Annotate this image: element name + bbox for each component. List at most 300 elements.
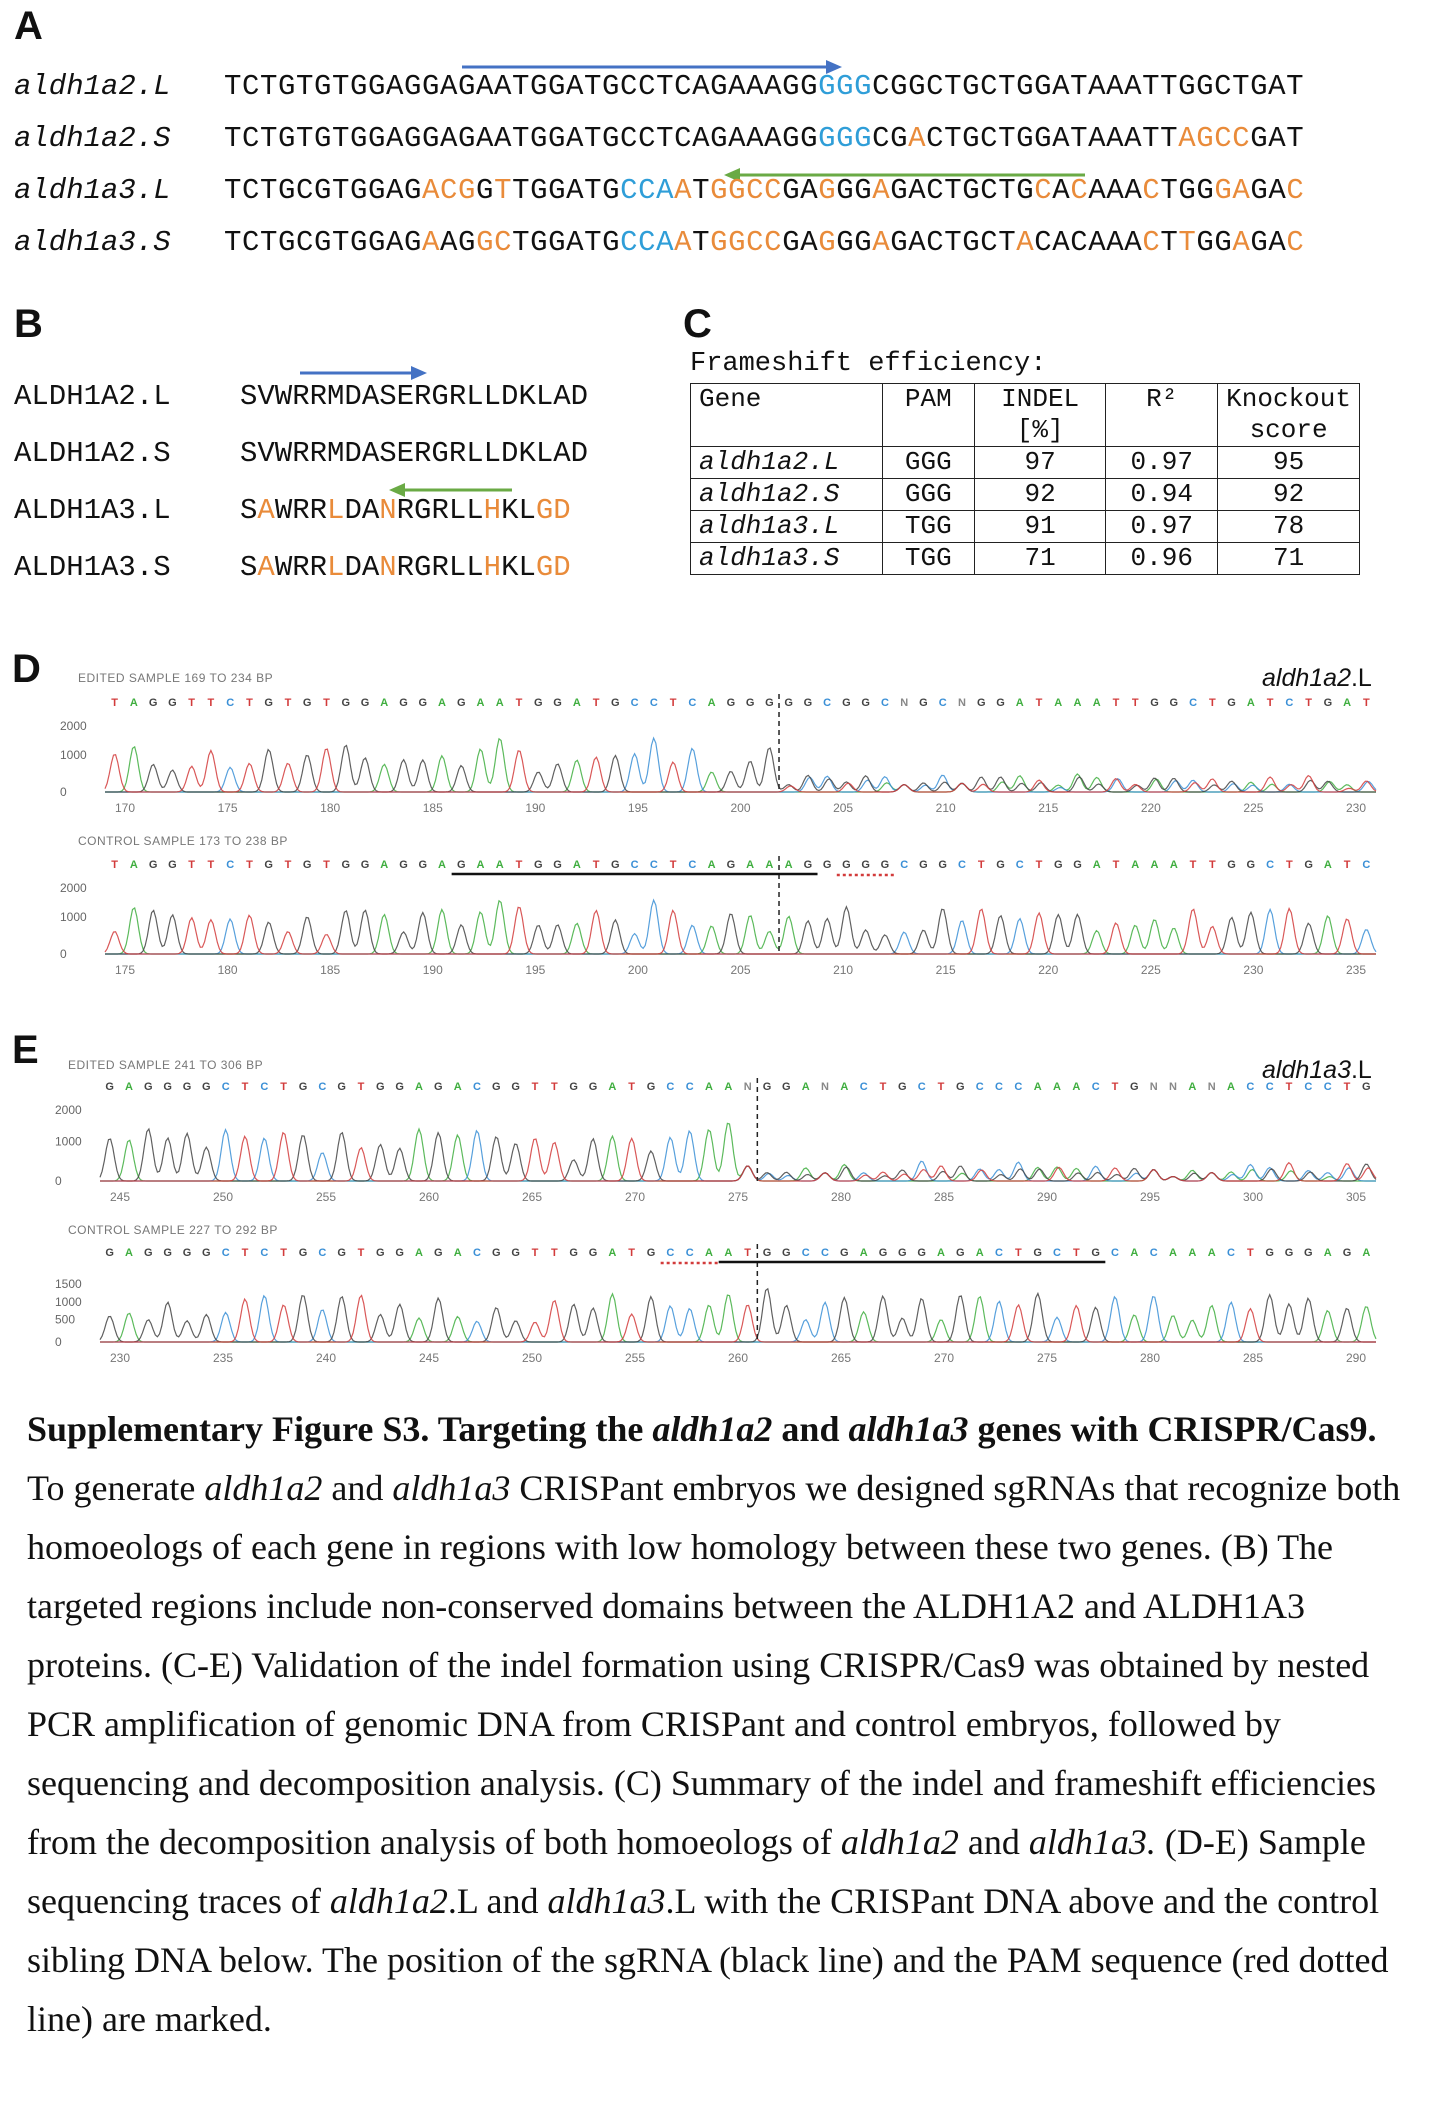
panel-d-letter: D — [12, 647, 41, 691]
x-tick-label: 290 — [1036, 1190, 1058, 1204]
base-call: C — [221, 1247, 230, 1259]
base-call: G — [840, 1247, 849, 1259]
base-call: G — [956, 1081, 965, 1093]
panel-d-control-trace — [60, 852, 1380, 982]
base-call: C — [685, 1247, 694, 1259]
sequence-segment: WRR — [274, 551, 328, 584]
sequence-segment: GA — [782, 226, 819, 259]
base-call: A — [438, 697, 446, 709]
protein-sequence — [240, 437, 588, 470]
x-tick-label: 295 — [1139, 1190, 1161, 1204]
base-call: A — [724, 1247, 733, 1259]
base-call: C — [1362, 859, 1371, 871]
sequence-segment: C — [1070, 174, 1089, 207]
base-call: C — [1266, 859, 1275, 871]
base-call: T — [1343, 859, 1351, 871]
base-call: G — [1091, 1247, 1100, 1259]
base-call: T — [188, 859, 196, 871]
base-call: N — [900, 697, 909, 709]
base-call: A — [784, 859, 793, 871]
caption-title — [27, 1409, 1377, 1449]
base-call: G — [1033, 1247, 1042, 1259]
x-tick-label: 265 — [830, 1351, 852, 1365]
x-tick-label: 205 — [730, 963, 751, 977]
base-call: A — [453, 1081, 462, 1093]
header-indel-line2: [%] — [1016, 415, 1064, 445]
base-call: A — [975, 1247, 984, 1259]
base-call: C — [318, 1247, 327, 1259]
sequence-segment: GGG — [818, 122, 873, 155]
sequence-segment: GAT — [1250, 122, 1305, 155]
knockout-cell: 95 — [1218, 447, 1360, 479]
base-call: G — [168, 859, 177, 871]
base-call: G — [956, 1247, 965, 1259]
base-call: G — [534, 697, 543, 709]
sequence-segment: S — [240, 551, 258, 584]
base-call: C — [801, 1247, 810, 1259]
x-tick-label: 255 — [624, 1351, 646, 1365]
base-call: A — [1054, 697, 1063, 709]
sequence-segment: A — [1016, 226, 1035, 259]
knockout-cell: 92 — [1218, 479, 1360, 511]
sequence-segment: RGRLL — [396, 551, 484, 584]
protein-sequence — [240, 551, 571, 584]
base-call: A — [746, 859, 755, 871]
table-row — [691, 447, 1360, 479]
sequence-segment: C — [1034, 174, 1053, 207]
y-tick-label: 2000 — [55, 1103, 82, 1117]
base-call: G — [511, 1247, 520, 1259]
base-call: G — [298, 1081, 308, 1093]
base-call: G — [726, 859, 736, 871]
panel-d-gene-label — [1262, 664, 1372, 693]
nucleotide-sequence — [224, 70, 1304, 103]
base-call: T — [669, 859, 677, 871]
base-call: A — [1150, 859, 1159, 871]
sequence-segment: G — [476, 174, 495, 207]
base-call: T — [284, 859, 292, 871]
base-call: T — [207, 697, 215, 709]
header-r2: R² — [1106, 384, 1218, 447]
base-call: G — [1130, 1081, 1139, 1093]
base-call: G — [765, 697, 774, 709]
base-call: C — [221, 1081, 230, 1093]
base-call: G — [784, 697, 793, 709]
base-call: T — [550, 1081, 558, 1093]
gene-cell: aldh1a3.L — [691, 511, 883, 543]
x-tick-label: 260 — [418, 1190, 440, 1204]
base-call: G — [1323, 697, 1333, 709]
base-call: G — [337, 1081, 346, 1093]
header-knockout-line2: score — [1249, 415, 1328, 445]
y-tick-label: 0 — [55, 1335, 62, 1349]
base-call: T — [1035, 697, 1043, 709]
base-call: G — [842, 697, 851, 709]
sequence-name: aldh1a2.L — [14, 70, 171, 103]
sequence-segment: GC — [476, 226, 513, 259]
panel-c-letter: C — [683, 302, 712, 346]
base-call: A — [1188, 1247, 1197, 1259]
base-call: C — [1189, 697, 1198, 709]
sequence-segment: A — [257, 551, 275, 584]
caption-gene: aldh1a2 — [840, 1822, 959, 1862]
base-call: G — [418, 697, 428, 709]
sequence-segment: AAA — [1088, 174, 1143, 207]
sequence-segment: C — [1142, 174, 1161, 207]
sequence-segment: GA — [1214, 174, 1251, 207]
base-call: T — [1246, 1247, 1254, 1259]
base-call: G — [1265, 1247, 1274, 1259]
chromatogram-svg — [55, 1074, 1380, 1209]
base-call: A — [1362, 1247, 1371, 1259]
base-call: T — [669, 697, 677, 709]
base-call: A — [859, 1247, 868, 1259]
base-call: A — [707, 697, 716, 709]
base-call: A — [1053, 1081, 1061, 1093]
base-call: G — [434, 1247, 443, 1259]
base-call: A — [1343, 697, 1352, 709]
base-call: A — [765, 859, 774, 871]
y-tick-label: 1000 — [60, 910, 87, 924]
x-tick-label: 270 — [933, 1351, 955, 1365]
sequence-segment: G — [818, 226, 837, 259]
base-call: T — [550, 1247, 558, 1259]
caption-gene: aldh1a2 — [329, 1881, 448, 1921]
base-call: G — [148, 697, 158, 709]
base-call: N — [743, 1081, 752, 1093]
caption-gene: aldh1a3 — [547, 1881, 666, 1921]
base-call: T — [241, 1081, 249, 1093]
base-call: T — [744, 1247, 752, 1259]
base-call: G — [782, 1247, 791, 1259]
base-call: T — [515, 859, 523, 871]
sequence-segment: GD — [535, 494, 571, 527]
base-call: A — [1131, 859, 1140, 871]
base-call: N — [821, 1081, 829, 1093]
x-tick-label: 190 — [525, 801, 546, 815]
caption-title-gene: aldh1a3 — [848, 1409, 969, 1449]
sequence-segment: GACTGCTG — [890, 174, 1035, 207]
base-call: G — [745, 697, 755, 709]
panel-e-edited-trace — [55, 1074, 1380, 1209]
sequence-segment: N — [379, 494, 397, 527]
x-tick-label: 240 — [315, 1351, 337, 1365]
sequence-segment: A — [872, 226, 891, 259]
base-call: G — [803, 697, 813, 709]
base-call: C — [975, 1081, 984, 1093]
x-tick-label: 225 — [1243, 801, 1264, 815]
base-call: A — [1169, 1247, 1177, 1259]
r2-cell: 0.97 — [1106, 447, 1218, 479]
sequence-segment: A — [674, 174, 693, 207]
base-call: T — [628, 1247, 636, 1259]
base-call: A — [1092, 697, 1101, 709]
base-call: A — [125, 1247, 133, 1259]
y-tick-label: 0 — [55, 1174, 62, 1188]
y-tick-label: 2000 — [60, 719, 87, 733]
base-call: G — [919, 859, 928, 871]
base-call: A — [1188, 1081, 1197, 1093]
base-call: A — [380, 859, 389, 871]
base-call: C — [1285, 697, 1294, 709]
base-call: G — [726, 697, 736, 709]
base-call: G — [168, 697, 177, 709]
sgrna-arrowhead-aldh1a2-protein — [411, 366, 427, 380]
base-call: G — [163, 1081, 172, 1093]
sequence-segment: CCA — [620, 226, 675, 259]
sequence-segment: GACTGCT — [890, 226, 1017, 259]
base-call: C — [685, 1081, 694, 1093]
caption-gene: aldh1a3. — [1028, 1822, 1156, 1862]
base-call: A — [1246, 697, 1255, 709]
sequence-segment: SVWRRMDASERGRLLDKLAD — [240, 380, 589, 413]
panel-e-gene-suffix: .L — [1350, 1056, 1372, 1084]
base-call: G — [878, 1247, 888, 1259]
base-call: G — [553, 859, 562, 871]
base-call: G — [762, 1081, 772, 1093]
sequence-segment: KL — [501, 551, 536, 584]
sequence-segment: CTGCTGGATAAATT — [926, 122, 1179, 155]
sequence-segment: A — [908, 122, 927, 155]
knockout-cell: 78 — [1218, 511, 1360, 543]
y-tick-label: 500 — [55, 1312, 76, 1327]
x-tick-label: 200 — [627, 963, 648, 977]
base-call: T — [1285, 1081, 1293, 1093]
sequence-segment: T — [494, 174, 513, 207]
base-call: C — [1246, 1081, 1255, 1093]
base-call: T — [592, 697, 600, 709]
y-tick-label: 1000 — [60, 748, 87, 762]
sequence-segment: SVWRRMDASERGRLLDKLAD — [240, 437, 589, 470]
base-call: N — [957, 697, 966, 709]
base-call: N — [1149, 1081, 1158, 1093]
protein-row — [14, 494, 571, 527]
base-call: C — [473, 1081, 481, 1093]
base-call: C — [260, 1081, 269, 1093]
base-call: T — [188, 697, 196, 709]
base-call: G — [611, 697, 620, 709]
base-call: G — [842, 859, 851, 871]
y-tick-label: 1500 — [55, 1277, 82, 1291]
chromatogram-svg — [60, 690, 1380, 820]
x-tick-label: 225 — [1140, 963, 1161, 977]
x-tick-label: 285 — [933, 1190, 955, 1204]
x-tick-label: 245 — [418, 1351, 440, 1365]
base-call: C — [473, 1247, 481, 1259]
base-call: G — [202, 1081, 211, 1093]
sequence-segment: GD — [535, 551, 571, 584]
base-call: A — [129, 697, 138, 709]
base-call: G — [803, 859, 813, 871]
base-call: G — [395, 1081, 404, 1093]
base-call: C — [938, 697, 947, 709]
efficiency-table — [690, 383, 1360, 575]
protein-name: ALDH1A2.L — [14, 380, 171, 413]
base-call: G — [456, 859, 466, 871]
base-call: C — [649, 697, 658, 709]
nucleotide-sequence — [224, 174, 1304, 207]
base-call: A — [1073, 697, 1082, 709]
base-call: C — [1111, 1247, 1119, 1259]
nucleotide-sequence — [224, 122, 1304, 155]
base-call: G — [1169, 697, 1179, 709]
sequence-segment: RGRLL — [396, 494, 484, 527]
nucleotide-sequence — [224, 226, 1304, 259]
base-call: G — [611, 859, 620, 871]
base-call: G — [1342, 1247, 1352, 1259]
sequence-segment: GA — [782, 174, 819, 207]
base-call: C — [1014, 1081, 1023, 1093]
base-call: C — [1053, 1247, 1061, 1259]
x-tick-label: 305 — [1345, 1190, 1367, 1204]
base-call: T — [280, 1081, 288, 1093]
sequence-segment: A — [257, 494, 275, 527]
x-tick-label: 170 — [114, 801, 136, 815]
base-call: A — [724, 1081, 733, 1093]
base-call: G — [996, 697, 1005, 709]
base-call: A — [1015, 697, 1024, 709]
sequence-segment: A — [422, 226, 441, 259]
base-call: G — [588, 1081, 598, 1093]
base-call: T — [1111, 1081, 1119, 1093]
base-call: G — [302, 697, 312, 709]
base-call: G — [202, 1247, 211, 1259]
x-tick-label: 280 — [1139, 1351, 1161, 1365]
base-call: T — [1112, 697, 1120, 709]
base-call: C — [1149, 1247, 1158, 1259]
panel-e-gene-name: aldh1a3 — [1262, 1056, 1351, 1084]
base-call: G — [569, 1081, 578, 1093]
base-call: A — [1169, 859, 1178, 871]
base-call: G — [399, 697, 408, 709]
base-call: G — [822, 859, 832, 871]
caption-text: (D-E) Sample sequencing traces of — [27, 1822, 1366, 1921]
sequence-segment: A — [674, 226, 693, 259]
x-tick-label: 180 — [320, 801, 341, 815]
base-call: G — [144, 1247, 153, 1259]
sequence-segment: GCC — [728, 174, 783, 207]
frameshift-title: Frameshift efficiency: — [690, 349, 1047, 379]
table-header-row — [691, 384, 1360, 447]
base-call: C — [1091, 1081, 1100, 1093]
base-call: A — [415, 1247, 423, 1259]
base-call: A — [1033, 1081, 1042, 1093]
base-call: G — [938, 859, 947, 871]
panel-d-gene-name: aldh1a2 — [1262, 664, 1351, 692]
trace-curve-G — [105, 907, 1376, 954]
base-call: T — [879, 1081, 887, 1093]
protein-name: ALDH1A2.S — [14, 437, 171, 470]
base-call: A — [125, 1081, 133, 1093]
panel-e-control-trace — [55, 1240, 1380, 1370]
base-call: A — [1092, 859, 1101, 871]
base-call: G — [302, 859, 312, 871]
sequence-segment: GGG — [818, 70, 873, 103]
caption-gene: aldh1a3 — [392, 1468, 511, 1508]
caption-text: and — [958, 1822, 1029, 1862]
base-call: T — [1266, 697, 1274, 709]
x-tick-label: 175 — [114, 963, 136, 977]
base-call: A — [1072, 1081, 1081, 1093]
base-call: G — [105, 1247, 114, 1259]
base-call: G — [418, 859, 428, 871]
pam-cell: TGG — [882, 543, 974, 575]
base-call: C — [688, 697, 697, 709]
sequence-name: aldh1a3.S — [14, 226, 171, 259]
caption-title-gene: aldh1a2 — [652, 1409, 773, 1449]
x-tick-label: 250 — [212, 1190, 234, 1204]
base-call: C — [226, 859, 235, 871]
base-call: A — [1207, 1247, 1216, 1259]
base-call: G — [341, 859, 351, 871]
base-call: T — [207, 859, 215, 871]
sequence-segment: S — [240, 494, 258, 527]
sequence-segment: DA — [344, 494, 380, 527]
base-call: A — [129, 859, 138, 871]
y-tick-label: 2000 — [60, 881, 87, 895]
panel-d-edited-trace — [60, 690, 1380, 820]
trace-curve-T — [105, 749, 1376, 792]
panel-a-letter: A — [14, 4, 43, 48]
x-tick-label: 270 — [624, 1190, 646, 1204]
sequence-segment: CACAAA — [1034, 226, 1143, 259]
r2-cell: 0.94 — [1106, 479, 1218, 511]
protein-row — [14, 437, 588, 470]
base-call: G — [646, 1081, 656, 1093]
x-tick-label: 260 — [727, 1351, 749, 1365]
sequence-segment: GCC — [1196, 122, 1251, 155]
base-call: A — [495, 859, 504, 871]
base-call: T — [531, 1081, 539, 1093]
base-call: C — [859, 1081, 868, 1093]
base-call: G — [1227, 697, 1236, 709]
base-call: G — [360, 859, 370, 871]
r2-cell: 0.97 — [1106, 511, 1218, 543]
base-call: T — [284, 697, 292, 709]
base-call: G — [298, 1247, 308, 1259]
panel-e-edited-label: EDITED SAMPLE 241 TO 306 BP — [68, 1058, 264, 1072]
base-call: C — [821, 1247, 829, 1259]
sequence-segment: N — [379, 551, 397, 584]
table-row — [691, 479, 1360, 511]
base-call: G — [264, 697, 273, 709]
base-call: G — [492, 1081, 501, 1093]
nucleotide-row — [14, 226, 1304, 259]
base-call: G — [144, 1081, 153, 1093]
base-call: G — [588, 1247, 598, 1259]
base-call: T — [323, 697, 330, 709]
base-call: G — [569, 1247, 578, 1259]
x-tick-label: 245 — [109, 1190, 131, 1204]
base-call: T — [241, 1247, 249, 1259]
nucleotide-row — [14, 122, 1304, 155]
x-tick-label: 215 — [935, 963, 956, 977]
base-call: G — [376, 1247, 385, 1259]
sequence-segment: WRR — [274, 494, 328, 527]
sequence-segment: T — [1160, 226, 1179, 259]
base-call: G — [264, 859, 273, 871]
x-tick-label: 210 — [935, 801, 956, 815]
base-call: G — [148, 859, 158, 871]
sequence-segment: TCTGCGTGGAG — [224, 226, 423, 259]
caption-text: .L and — [447, 1881, 548, 1921]
sequence-segment: DA — [344, 551, 380, 584]
base-call: A — [453, 1247, 462, 1259]
base-call: T — [1305, 697, 1312, 709]
trace-curve-T — [105, 907, 1376, 954]
base-call: C — [226, 697, 235, 709]
x-tick-label: 220 — [1038, 963, 1059, 977]
